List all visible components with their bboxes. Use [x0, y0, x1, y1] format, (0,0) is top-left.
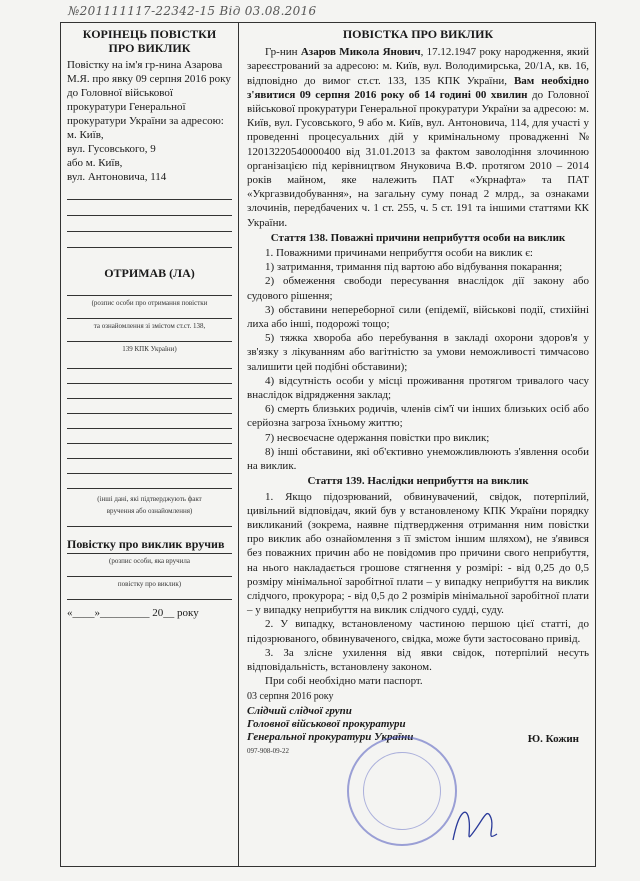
received-signature-line — [67, 308, 232, 319]
official-stamp — [347, 736, 457, 846]
received-signature-line — [67, 280, 232, 296]
stub-blank-line — [67, 399, 232, 414]
article-139-paragraph-1: 1. Якщо підозрюваний, обвинувачений, свідок, потерпілий, цивільний відповідач, який був у встановленому КПК України порядку викликаний (зокрема, наявне підтвердження отримання ним повістки про виклик або ознайомлення з її змістом іншим шляхом), не з'явився без поважних причин або не повідомив про причини свого неприбуття, на нього накладається грошове стягнення у розмірі: - від 0,25 до 0,5 розміру мінімальної заробітної плати – у випадку неприбуття на виклик слідчого, прокурора; - від 0,5 до 2 розмірів мінімальної заробітної плати – у випадку неприбуття на виклик слідчого судді, суду. — [247, 490, 589, 617]
delivered-label: Повістку про виклик вручив — [67, 537, 225, 551]
article-139-paragraph-2: 2. У випадку, встановленому частиною першою цієї статті, до підозрюваного, обвинуваченого, свідка, може бути застосовано привід. — [247, 618, 589, 645]
intro-name: Азаров Микола Янович — [300, 46, 421, 59]
intro-rest: до Головної військової прокуратури Генеральної прокуратури України за адресою: м. Київ, вул. Гусовського, 9 або м. Київ, вул. Антоновича, 114, для участі у проведенні процесуальних дій у кримінальному провадженні № 12013220540000400 від 31.01.2013 за фактом заволодіння злочинною організацією під керівництвом Януковича В.Ф. протягом 2010 – 2014 років майном, яке належить ПАТ «Укрнафта» та ПАТ «Укргазвидобування», на загальну суму понад 2 млрд., за ознаками злочинів, передбачених ч. 1 ст. 255, ч. 5 ст. 191 та іншими статтями КК України. — [247, 88, 589, 229]
caption-familiar: та ознайомлення зі змістом ст.ст. 138, — [93, 322, 206, 330]
summons-stub — [61, 23, 239, 866]
delivered-signature-line — [67, 551, 232, 554]
document-code: 097-908-09-22 — [247, 746, 289, 755]
article-138-item: 5) тяжка хвороба або перебування в закладі охорони здоров'я у зв'язку з лікуванням або вагітністю за умови неможливості тимчасово залишити цей подібні обставини); — [247, 332, 589, 373]
signer-title-2: Головної військової прокуратури — [247, 717, 406, 730]
stub-address-3: вул. Антоновича, 114 — [67, 171, 167, 183]
intro-prefix: Гр-нин — [265, 46, 301, 59]
stub-blank-line — [67, 184, 232, 200]
article-138-lead: 1. Поважними причинами неприбуття особи на виклик є: — [265, 247, 533, 260]
stub-blank-line — [67, 474, 232, 489]
intro-bold: Вам необхідно з'явитися 09 серпня 2016 року об 14 годині 00 хвилин — [247, 74, 589, 101]
stub-text: Повістку на ім'я гр-нина Азарова М.Я. про явку 09 серпня 2016 року до Головної військової прокуратури Генеральної прокуратури України за адресою: м. Київ, — [67, 59, 231, 141]
stub-title-line1: КОРІНЕЦЬ ПОВІСТКИ — [82, 27, 217, 41]
passport-note: При собі необхідно мати паспорт. — [265, 675, 423, 688]
stub-blank-line — [67, 354, 232, 369]
stub-blank-line — [67, 200, 232, 216]
summons-date: 03 серпня 2016 року — [247, 691, 334, 703]
article-138-item: 7) несвоєчасне одержання повістки про виклик; — [265, 431, 490, 444]
summons-form — [60, 22, 596, 867]
summons-title: ПОВІСТКА ПРО ВИКЛИК — [342, 27, 494, 41]
article-138-item: 1) затримання, тримання під вартою або відбування покарання; — [265, 261, 563, 274]
caption-other-2: вручення або ознайомлення) — [106, 507, 193, 515]
stub-address-2: або м. Київ, — [67, 157, 123, 169]
handwritten-registration-note: №201111117-22342-15 Від 03.08.2016 — [68, 4, 317, 18]
caption-delivered-1: (розпис особи, яка вручила — [109, 557, 190, 565]
delivered-signature-line — [67, 589, 232, 600]
article-139-paragraph-3: 3. За злісне ухилення від явки свідок, потерпілий несуть відповідальність, встановлену законом. — [247, 646, 589, 673]
caption-delivered-2: повістку про виклик) — [117, 580, 182, 588]
intro-text: , 17.12.1947 року народження, який зареєстрований за адресою: м. Київ, вул. Володимирська, 20/1А, кв. 16, відповідно до вимог ст.ст. 133, 135 КПК України, — [247, 46, 589, 87]
stub-blank-line — [67, 444, 232, 459]
stub-blank-line — [67, 369, 232, 384]
handwritten-signature — [445, 800, 505, 850]
stub-blank-line — [67, 414, 232, 429]
signer-title-3: Генеральної прокуратури України — [247, 730, 414, 743]
received-signature-line — [67, 331, 232, 342]
caption-other-1: (інші дані, які підтверджують факт — [97, 495, 202, 503]
stub-blank-line — [67, 216, 232, 232]
article-138-item: 8) інші обставини, які об'єктивно унеможливлюють з'явлення особи на виклик. — [247, 445, 589, 473]
article-138-item: 4) відсутність особи у місці проживання протягом тривалого часу внаслідок відрядження заклад; — [247, 374, 589, 402]
article-138-item: 6) смерть близьких родичів, членів сім'ї чи інших близьких осіб або серйозна загроза їхньому життю; — [247, 403, 589, 430]
received-title: ОТРИМАВ (ЛА) — [104, 266, 195, 280]
signer-name: Ю. Кожин — [527, 732, 579, 745]
caption-signature: (розпис особи про отримання повістки — [91, 299, 208, 307]
stub-blank-line — [67, 384, 232, 399]
stub-title-line2: ПРО ВИКЛИК — [108, 41, 191, 55]
stub-blank-line — [67, 232, 232, 248]
delivered-signature-line — [67, 566, 232, 577]
stub-date-line: «____»_________ 20__ року — [67, 607, 199, 619]
stub-address-1: вул. Гусовського, 9 — [67, 143, 156, 155]
article-138-title: Стаття 138. Поважні причини неприбуття особи на виклик — [270, 231, 566, 244]
stub-blank-line — [67, 516, 232, 527]
caption-article: 139 КПК України) — [122, 345, 177, 353]
stub-blank-line — [67, 459, 232, 474]
stub-blank-line — [67, 429, 232, 444]
signer-title-1: Слідчий слідчої групи — [247, 704, 352, 717]
article-139-title: Стаття 139. Наслідки неприбуття на виклик — [307, 475, 529, 488]
summons-intro — [247, 45, 589, 230]
summons-body — [239, 23, 595, 866]
article-138-item: 2) обмеження свободи пересування внаслідок дії закону або судового рішення; — [247, 275, 589, 302]
article-138-item: 3) обставини непереборної сили (епідемії, військові події, стихійні лиха або інші, подорожі тощо; — [247, 303, 589, 331]
